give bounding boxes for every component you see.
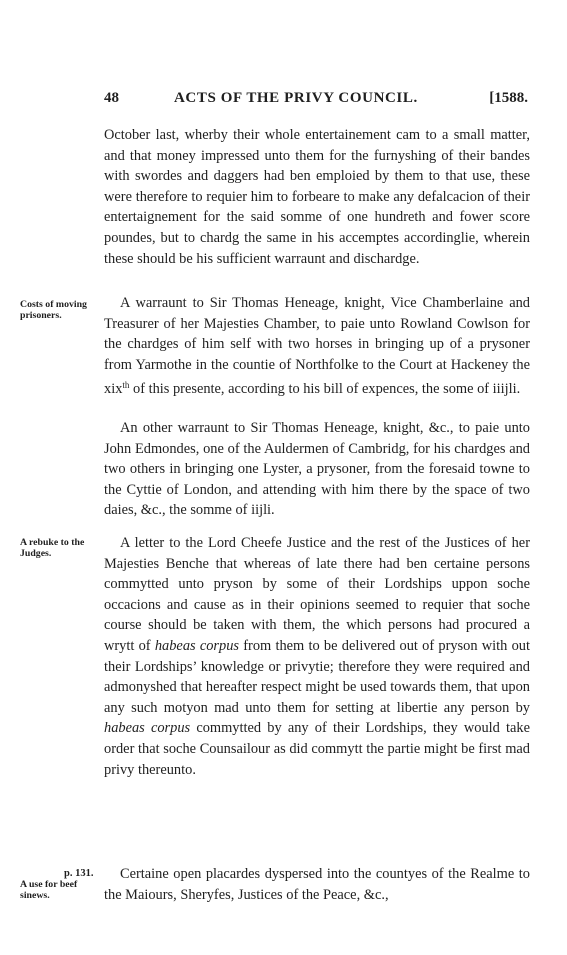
paragraph-text: Certaine open placardes dyspersed into the countyes of the Realme to the Maiours, Sheryfes, Justices of the Peace, &c., <box>104 866 530 903</box>
margin-note-costs: Costs of moving prisoners. <box>20 299 87 321</box>
paragraph-text: October last, wherby their whole entertainement cam to a small matter, and that money impressed unto them for the furnyshing of their bandes with swordes and daggers had ben emploied by them to that use, these were therefore to requier him to forbeare to make any defalcacion of their entertaignement for the said somme of one hundreth and fower score poundes, but to chardg the same in his accemptes accordinglie, wherein these should be his sufficient warraunt and dischardge. <box>104 127 530 267</box>
entry-paragraph-2 <box>104 293 530 400</box>
paragraph-text-continued: of this presente, according to his bill of expences, the some of iiijli. <box>129 381 521 398</box>
paragraph-text: An other warraunt to Sir Thomas Heneage, knight, &c., to paie unto John Edmondes, one of the Auldermen of Cambridg, for his chardges and two others in bringing one Lyster, a prysoner, from the foresaid towne to the Cyttie of London, and attending with him there by the space of two daies, &c., the somme of iijli. <box>104 420 530 519</box>
margin-note-beef: A use for beef sinews. <box>20 879 78 901</box>
paragraph-text-end: commytted by any of their Lordships, they would take order that soche Counsailour as did commytt the partie might be first mad privy thereunto. <box>104 720 531 778</box>
margin-note-rebuke: A rebuke to the Judges. <box>20 537 85 559</box>
entry-paragraph-3 <box>104 418 530 521</box>
entry-paragraph-1 <box>104 125 530 269</box>
entry-paragraph-5 <box>104 864 530 905</box>
running-title: ACTS OF THE PRIVY COUNCIL. <box>174 90 418 106</box>
paragraph-text-continued: from them to be delivered out of pryson with out their Lordships’ knowledge or privytie; therefore they were required and admonyshed that hereafter respect might be used towards them, that upon any such motyon mad unto them for setting at libertie any person by <box>104 637 530 716</box>
italic-term: habeas corpus <box>104 720 191 737</box>
superscript: th <box>122 380 130 391</box>
page-reference: p. 131. <box>64 868 94 879</box>
paragraph-text: A letter to the Lord Cheefe Justice and the rest of the Justices of her Majesties Benche that whereas of late there had ben certaine persons commytted unto pryson by some of their Lordships uppon soche occacions and cause as in their opinions seemed to requier that soche course should be taken with them, the which persons had procured a wrytt of <box>104 535 530 654</box>
page-number: 48 <box>104 90 119 106</box>
paragraph-text: A warraunt to Sir Thomas Heneage, knight, Vice Chamberlaine and Treasurer of her Majesties Chamber, to paie unto Rowland Cowlson for the chardges of him self with two horses in bringing up of a prysoner from Yarmothe in the countie of Northfolke to the Court at Hackeney the xix <box>104 295 530 398</box>
page-header <box>104 90 528 114</box>
year-marker: [1588. <box>489 90 528 106</box>
italic-term: habeas corpus <box>154 637 240 654</box>
entry-paragraph-4 <box>104 533 530 780</box>
